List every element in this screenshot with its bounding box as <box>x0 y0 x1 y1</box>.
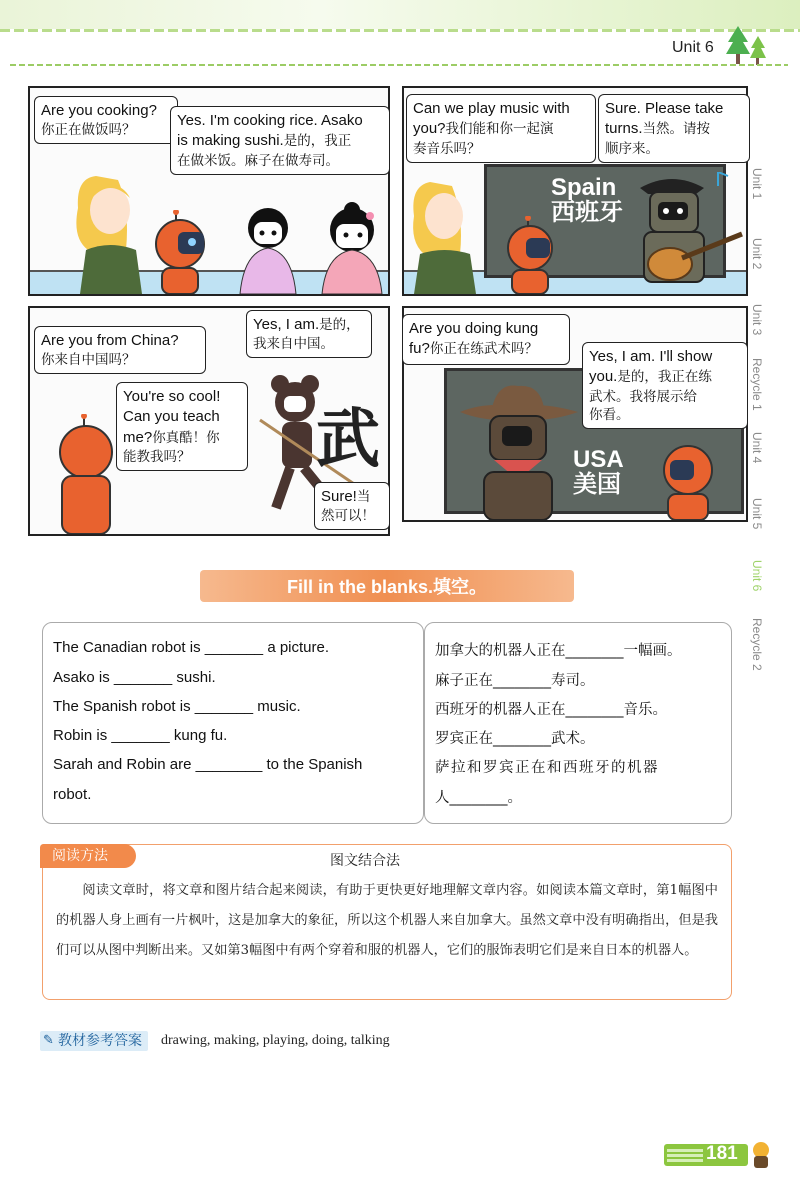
reference-answer-label: ✎ 教材参考答案 <box>40 1031 148 1051</box>
exercise-zh-line-1: 加拿大的机器人正在________一幅画。 <box>435 643 682 659</box>
reading-method-tag: 阅读方法 <box>40 844 136 868</box>
page-number: 181 <box>706 1143 738 1164</box>
girl-sarah-figure <box>66 168 156 294</box>
exercise-en-line-1: The Canadian robot is _______ a picture. <box>53 639 330 656</box>
board-label-spain: Spain 西班牙 <box>551 174 623 227</box>
speech-bubble-p3-3: You're so cool! Can you teach me?你真酷！你 能教我吗？ <box>116 382 248 471</box>
speech-bubble-p1-1: Are you cooking? 你正在做饭吗？ <box>34 96 178 144</box>
side-tab-unit4[interactable]: Unit 4 <box>750 432 764 464</box>
speech-bubble-p4-2: Yes, I am. I'll show you.是的，我正在练 武术。我将展示给 你看。 <box>582 342 748 429</box>
unit-title: Unit 6 <box>672 39 714 56</box>
spanish-robot-guitar-figure <box>622 172 746 294</box>
header-rule <box>10 64 788 66</box>
exercise-zh-line-3: 西班牙的机器人正在________音乐。 <box>435 702 667 718</box>
exercise-title-banner <box>200 570 574 602</box>
side-tab-unit1[interactable]: Unit 1 <box>750 168 764 200</box>
exercise-zh-line-6: 人________。 <box>435 790 522 806</box>
speech-bubble-p3-4: Sure!当 然可以！ <box>314 482 390 530</box>
exercise-zh-line-4: 罗宾正在________武术。 <box>435 731 595 747</box>
page-number-badge <box>664 1140 772 1168</box>
reading-method-paragraph: 阅读文章时，将文章和图片结合起来阅读，有助于更快更好地理解文章内容。如阅读本篇文章时，第1幅图中的机器人身上画有一片枫叶，这是加拿大的象征，所以这个机器人来自加拿大。虽然文章中没有明确指出，但是我们可以从图中判断出来。又如第3幅图中有两个穿着和服的机器人，它们的服饰表明它们是来自日本的机器人。 <box>56 883 718 958</box>
exercise-en-line-2: Asako is _______ sushi. <box>53 669 216 686</box>
robin-robot-figure <box>498 216 562 294</box>
reference-answer-text: drawing, making, playing, doing, talking <box>161 1033 390 1048</box>
reading-method-heading: 图文结合法 <box>330 853 400 869</box>
speech-bubble-p2-1: Can we play music with you?我们能和你一起演 奏音乐吗？ <box>406 94 596 163</box>
board-label-usa: USA 美国 <box>573 446 624 499</box>
speech-bubble-p1-2: Yes. I'm cooking rice. Asako is making sushi.是的，我正 在做米饭。麻子在做寿司。 <box>170 106 390 175</box>
exercise-en-line-3: The Spanish robot is _______ music. <box>53 698 301 715</box>
exercise-en-line-4: Robin is _______ kung fu. <box>53 727 228 744</box>
canadian-robot-figure <box>148 210 214 294</box>
trees-icon <box>724 24 770 68</box>
exercise-en-line-6: robot. <box>53 786 92 803</box>
wu-character: 武 <box>316 403 380 477</box>
exercise-zh-line-2: 麻子正在________寿司。 <box>435 673 595 689</box>
side-tab-recycle2[interactable]: Recycle 2 <box>750 618 764 671</box>
mascot-icon <box>750 1140 772 1168</box>
exercise-en-line-5: Sarah and Robin are ________ to the Spanish <box>53 756 363 773</box>
girl-sarah-figure-2 <box>404 176 488 294</box>
speech-bubble-p3-2: Yes, I am.是的， 我来自中国。 <box>246 310 372 358</box>
side-tab-recycle1[interactable]: Recycle 1 <box>750 358 764 411</box>
fill-blanks-chinese-box <box>424 622 732 824</box>
speech-bubble-p2-2: Sure. Please take turns.当然。请按 顺序来。 <box>598 94 750 163</box>
top-decoration-band <box>0 0 800 30</box>
fill-blanks-english-box <box>42 622 424 824</box>
robin-robot-figure-3 <box>650 438 720 520</box>
side-tab-unit3[interactable]: Unit 3 <box>750 304 764 336</box>
side-tab-unit5[interactable]: Unit 5 <box>750 498 764 530</box>
speech-bubble-p4-1: Are you doing kung fu?你正在练武术吗？ <box>402 314 570 365</box>
speech-bubble-p3-1: Are you from China? 你来自中国吗？ <box>34 326 206 374</box>
exercise-zh-line-5: 萨拉和罗宾正在和西班牙的机器 <box>435 760 659 776</box>
side-tab-unit2[interactable]: Unit 2 <box>750 238 764 270</box>
japanese-robot-2-figure <box>314 200 388 294</box>
exercise-title: Fill in the blanks.填空。 <box>286 577 488 597</box>
american-robot-cowboy-figure <box>454 382 584 520</box>
side-tab-unit6[interactable]: Unit 6 <box>750 560 764 592</box>
japanese-robot-1-figure <box>230 206 304 294</box>
